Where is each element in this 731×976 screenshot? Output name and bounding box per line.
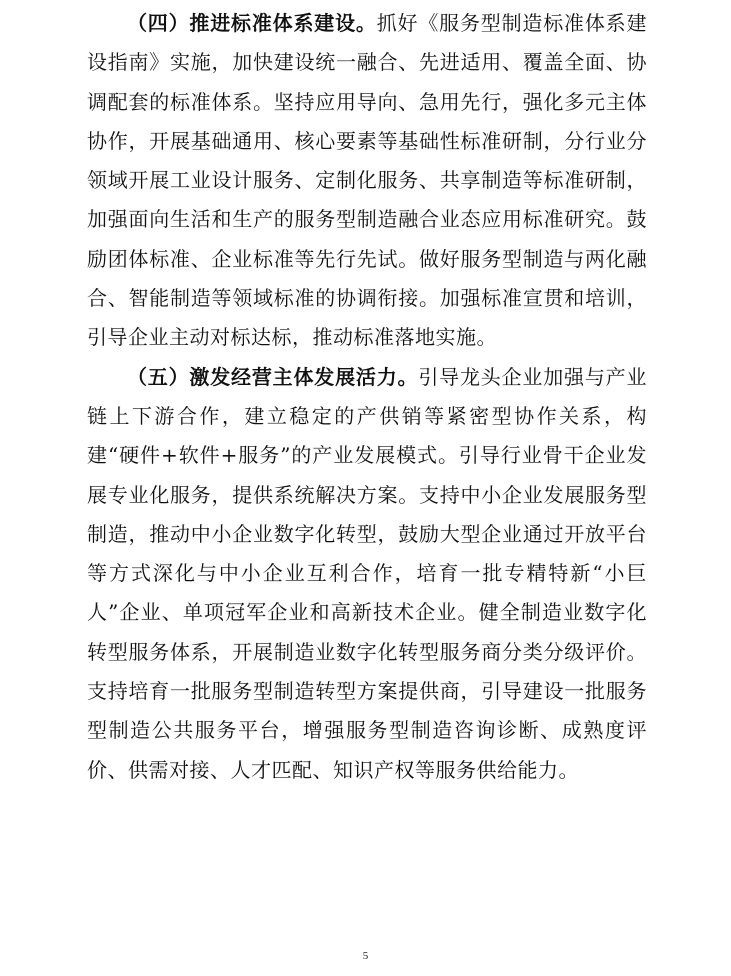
section-heading-four: （四）推进标准体系建设。 — [127, 11, 377, 35]
paragraph-standard-system — [87, 4, 647, 358]
paragraph-text: 引导龙头企业加强与产业链上下游合作，建立稳定的产供销等紧密型协作关系，构建“硬件+软件+服务”的产业发展模式。引导行业骨干企业发展专业化服务，提供系统解决方案。支持中小企业发展服务型制造，推动中小企业数字化转型，鼓励大型企业通过开放平台等方式深化与中小企业互利合作，培育一批专精特新“小巨人”企业、单项冠军企业和高新技术企业。健全制造业数字化转型服务体系，开展制造业数字化转型服务商分类分级评价。支持培育一批服务型制造转型方案提供商，引导建设一批服务型制造公共服务平台，增强服务型制造咨询诊断、成熟度评价、供需对接、人才匹配、知识产权等服务供给能力。 — [87, 364, 647, 782]
paragraph-market-entities — [87, 358, 647, 790]
section-heading-five: （五）激发经营主体发展活力。 — [127, 364, 419, 389]
paragraph-text: 抓好《服务型制造标准体系建设指南》实施，加快建设统一融合、先进适用、覆盖全面、协调配套的标准体系。坚持应用导向、急用先行，强化多元主体协作，开展基础通用、核心要素等基础性标准研制，分行业分领域开展工业设计服务、定制化服务、共享制造等标准研制，加强面向生活和生产的服务型制造融合业态应用标准研究。鼓励团体标准、企业标准等先行先试。做好服务型制造与两化融合、智能制造等领域标准的协调衔接。加强标准宣贯和培训，引导企业主动对标达标，推动标准落地实施。 — [87, 11, 647, 350]
page-number: 5 — [362, 950, 369, 962]
document-body — [87, 4, 647, 790]
